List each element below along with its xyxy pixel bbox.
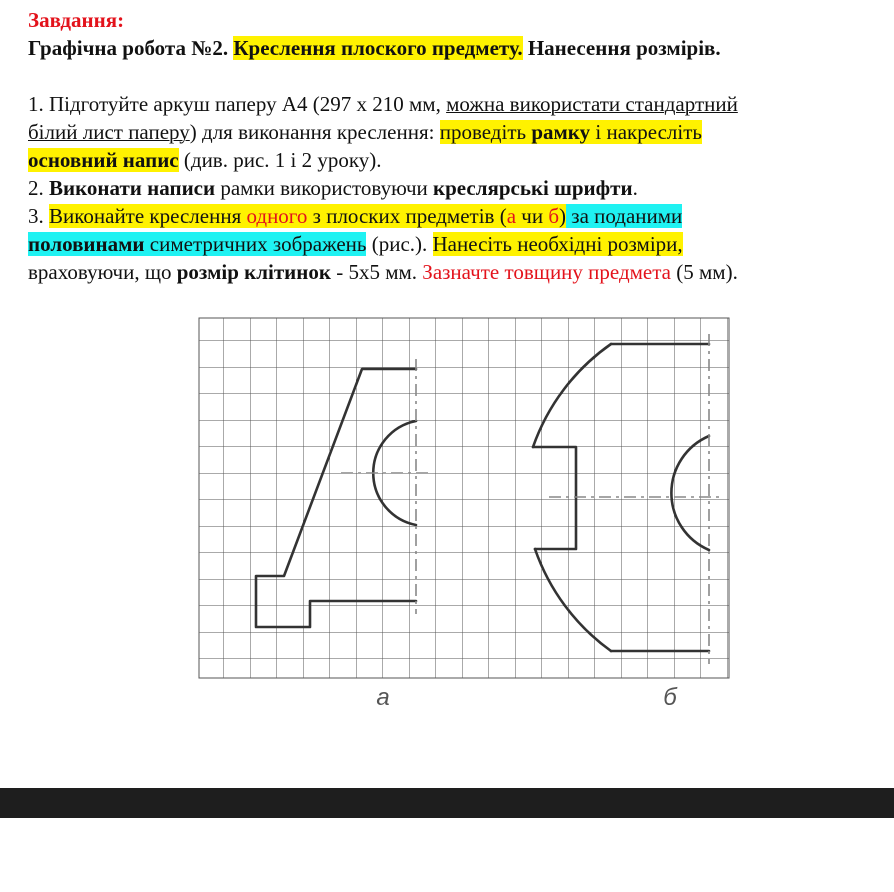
item1-line3: основний напис (див. рис. 1 і 2 уроку). — [28, 148, 382, 172]
drawing-figure — [197, 314, 767, 714]
heading: Графічна робота №2. Креслення плоского предмету. Нанесення розмірів. — [28, 36, 721, 60]
label-b: б — [663, 684, 677, 711]
bottom-band — [0, 788, 894, 818]
grid — [199, 318, 729, 678]
item2: 2. Виконати написи рамки використовуючи креслярські шрифти. — [28, 176, 638, 200]
item3-line2: половинами симетричних зображень (рис.). Нанесіть необхідні розміри, — [28, 232, 683, 256]
label-a: а — [376, 684, 390, 711]
task-label: Завдання: — [28, 8, 125, 32]
item1-line1: 1. Підготуйте аркуш паперу А4 (297 х 210 мм, можна використати стандартний — [28, 92, 738, 116]
item3-line3: враховуючи, що розмір клітинок - 5х5 мм. Зазначте товщину предмета (5 мм). — [28, 260, 738, 284]
item1-line2: білий лист паперу) для виконання креслення: проведіть рамку і накресліть — [28, 120, 702, 144]
spacer — [28, 62, 894, 90]
item3-line1: 3. Виконайте креслення одного з плоских предметів (а чи б) за поданими — [28, 204, 683, 228]
document-text — [28, 6, 894, 286]
